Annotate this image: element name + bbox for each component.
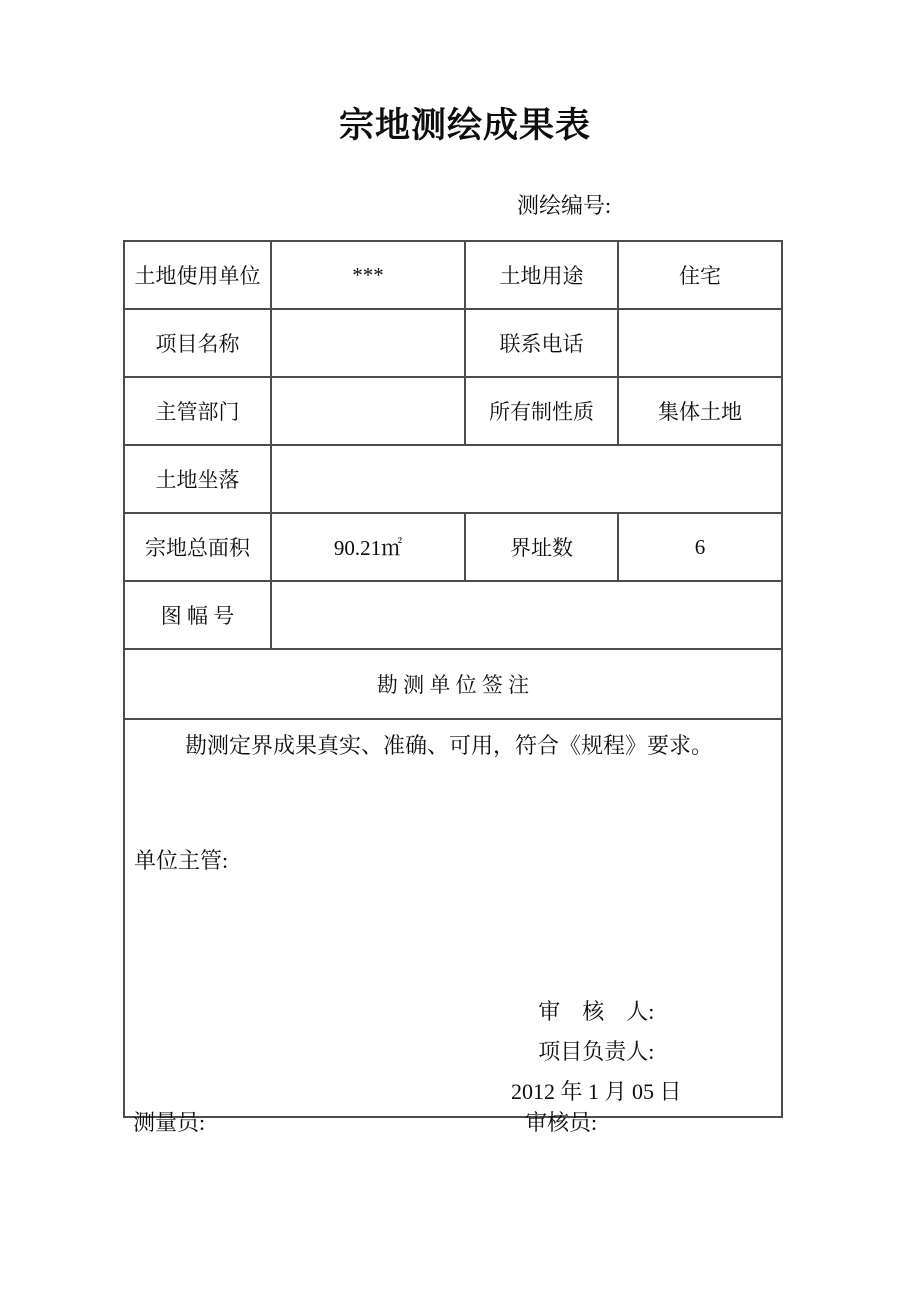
land-user-value: *** xyxy=(271,241,465,309)
boundary-count-label: 界址数 xyxy=(465,513,618,581)
table-row xyxy=(124,649,782,719)
parcel-area-value: 90.21㎡ xyxy=(271,513,465,581)
dept-label: 主管部门 xyxy=(124,377,271,445)
checker-label: 审核员: xyxy=(525,1110,598,1135)
sign-block xyxy=(511,992,682,1112)
boundary-count-value: 6 xyxy=(618,513,782,581)
project-name-label: 项目名称 xyxy=(124,309,271,377)
map-sheet-label: 图 幅 号 xyxy=(124,581,271,649)
survey-unit-note-header: 勘 测 单 位 签 注 xyxy=(124,649,782,719)
survey-number-label: 测绘编号: xyxy=(517,193,612,218)
table-row xyxy=(124,513,782,581)
unit-supervisor-label: 单位主管: xyxy=(134,848,229,873)
dept-value xyxy=(271,377,465,445)
table-row xyxy=(124,445,782,513)
statement-text: 勘测定界成果真实、准确、可用，符合《规程》要求。 xyxy=(184,733,713,758)
ownership-value: 集体土地 xyxy=(618,377,782,445)
parcel-results-table xyxy=(123,240,783,1118)
reviewer-label: 审 核 人: xyxy=(538,999,655,1024)
project-leader-label: 项目负责人: xyxy=(538,1039,655,1064)
surveyor-label: 测量员: xyxy=(133,1110,206,1135)
parcel-area-label: 宗地总面积 xyxy=(124,513,271,581)
map-sheet-value xyxy=(271,581,782,649)
land-location-label: 土地坐落 xyxy=(124,445,271,513)
land-user-label: 土地使用单位 xyxy=(124,241,271,309)
table-row xyxy=(124,581,782,649)
table-row xyxy=(124,241,782,309)
contact-phone-value xyxy=(618,309,782,377)
table-row xyxy=(124,719,782,1117)
land-use-value: 住宅 xyxy=(618,241,782,309)
project-name-value xyxy=(271,309,465,377)
ownership-label: 所有制性质 xyxy=(465,377,618,445)
land-use-label: 土地用途 xyxy=(465,241,618,309)
table-row xyxy=(124,309,782,377)
date-text: 2012 年 1 月 05 日 xyxy=(511,1079,682,1104)
contact-phone-label: 联系电话 xyxy=(465,309,618,377)
survey-unit-note-cell xyxy=(124,719,782,1117)
land-location-value xyxy=(271,445,782,513)
table-row xyxy=(124,377,782,445)
page-title: 宗地测绘成果表 xyxy=(338,106,591,145)
